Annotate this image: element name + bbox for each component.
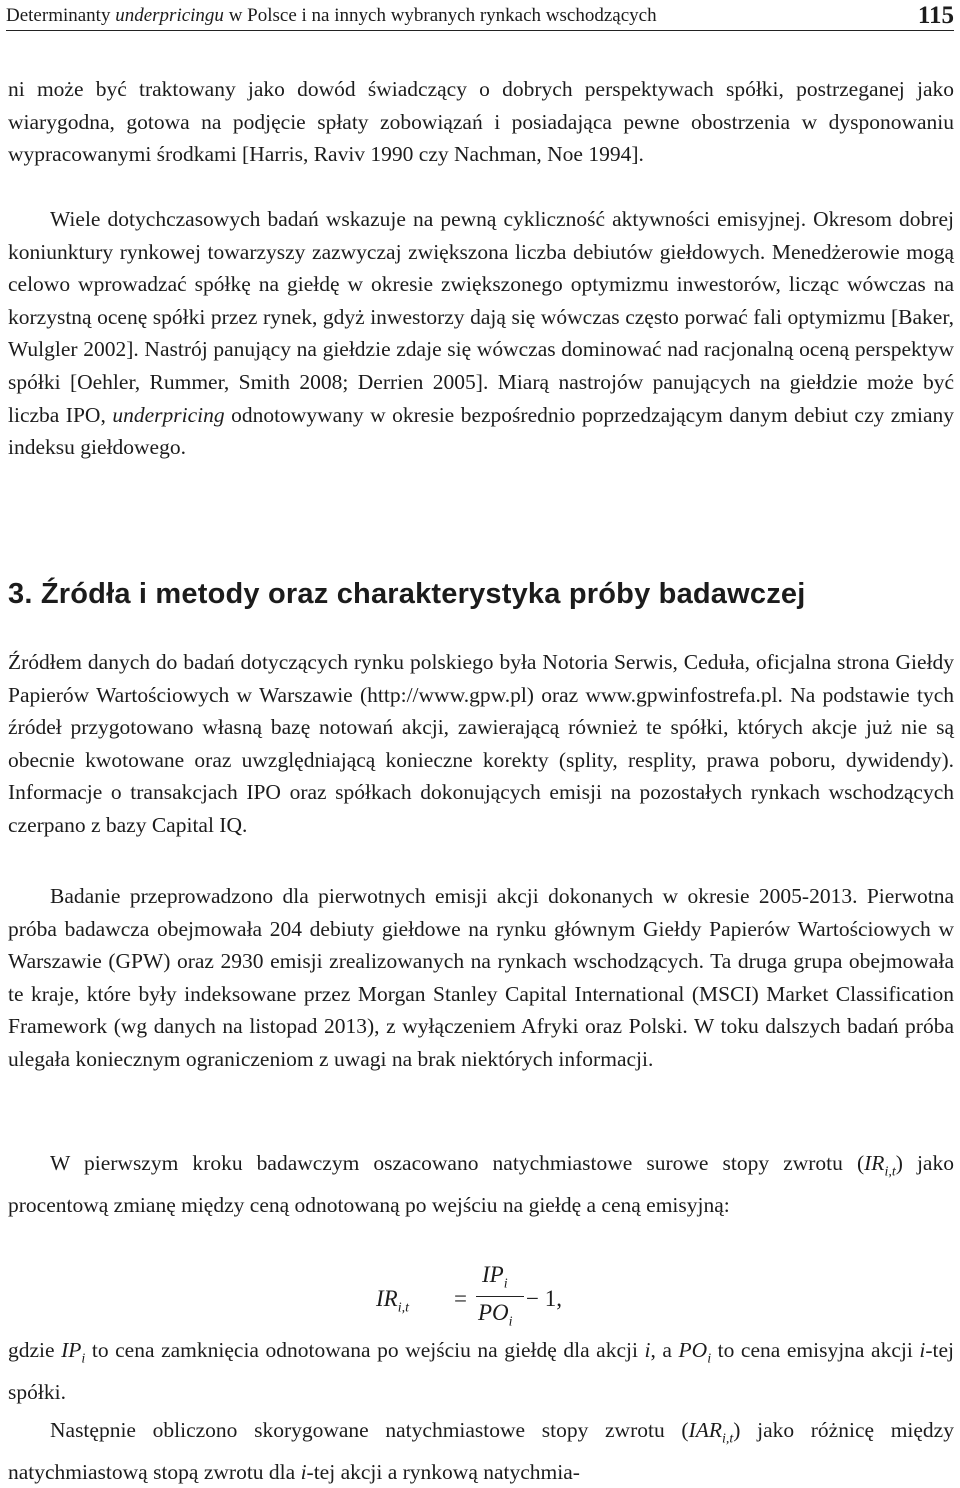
paragraph-text: -tej spółki. <box>8 1338 955 1404</box>
running-title-part: w Polsce i na innych wybranych rynkach wschodzących <box>223 5 657 26</box>
italic-term: underpricing <box>112 402 225 427</box>
formula-lhs <box>376 1286 409 1317</box>
paragraph-text: Następnie obliczono skorygowane natychmiastowe stopy zwrotu ( <box>50 1418 689 1442</box>
math-subscript: i,t <box>721 1431 734 1447</box>
fraction-bar <box>476 1296 524 1297</box>
paragraph-text: Badanie przeprowadzono dla pierwotnych emisji akcji dokonanych w okresie 2005-2013. Pierwotna próba badawcza obejmowała 204 debiuty giełdowe na rynku głównym Giełdy Papierów Wartościowych w Warszawie (GPW) oraz 2930 emisji zrealizowanych na rynkach wschodzących. Ta druga grupa obejmowała te kraje, które były indeksowane przez Morgan Stanley Capital International (MSCI) Market Classification Framework (wg danych na listopad 2013), z wyłączeniem Afryki oraz Polski. W toku dalszych badań próba ulegała koniecznym ograniczeniom z uwagi na brak niektórych informacji. <box>8 884 954 1071</box>
paragraph <box>8 1147 954 1221</box>
formula-lhs-symbol: IR <box>376 1286 398 1311</box>
formula-numerator <box>482 1262 508 1293</box>
math-symbol: i <box>919 1338 926 1362</box>
running-title <box>6 5 657 27</box>
paragraph-text: to cena zamknięcia odnotowana po wejściu na giełdę dla akcji <box>85 1338 645 1362</box>
formula-denominator-symbol: PO <box>478 1300 509 1325</box>
math-symbol: PO <box>678 1338 708 1362</box>
paragraph <box>8 880 954 1076</box>
running-title-part: Determinanty <box>6 5 116 26</box>
formula-equals: = <box>454 1286 467 1311</box>
formula-rest: − 1, <box>526 1286 562 1311</box>
math-symbol: i <box>644 1338 651 1362</box>
paragraph-text: ni może być traktowany jako dowód świadczący o dobrych perspektywach spółki, postrzeganej jako wiarygodna, gotowa na podjęcie spłaty zobowiązań i posiadająca pewne obostrzenia w dysponowaniu wypracowanymi środkami [Harris, Raviv 1990 czy Nachman, Noe 1994]. <box>8 77 954 167</box>
paragraph <box>8 203 954 464</box>
paragraph-text: ) jako różnicę między natychmiastową stopą zwrotu dla <box>8 1418 954 1484</box>
paragraph-text: to cena emisyjna akcji <box>711 1338 920 1362</box>
math-subscript: i <box>81 1351 86 1367</box>
formula-numerator-symbol: IP <box>482 1262 504 1287</box>
paragraph <box>8 646 954 842</box>
math-symbol: i <box>300 1459 307 1484</box>
paragraph-text: gdzie <box>8 1338 62 1362</box>
paragraph-text: ) jako procentową zmianę między ceną odnotowaną po wejściu na giełdę a ceną emisyjną: <box>8 1151 954 1217</box>
math-subscript: i <box>707 1351 712 1367</box>
running-title-italic: underpricingu <box>115 5 224 26</box>
page-number: 115 <box>917 2 954 29</box>
paragraph <box>8 73 954 171</box>
paragraph <box>8 1414 954 1488</box>
formula-ir <box>376 1262 596 1338</box>
math-symbol: IAR <box>688 1418 722 1442</box>
paragraph-text: -tej akcji a rynkową natychmia- <box>306 1459 580 1484</box>
math-symbol: IR <box>864 1151 885 1175</box>
running-header <box>6 0 954 31</box>
paragraph <box>8 1334 954 1408</box>
formula-denominator <box>478 1300 513 1331</box>
paragraph-text: W pierwszym kroku badawczym oszacowano natychmiastowe surowe stopy zwrotu ( <box>50 1151 865 1175</box>
paragraph-text: , a <box>650 1338 679 1362</box>
paragraph-text: Wiele dotychczasowych badań wskazuje na pewną cykliczność aktywności emisyjnej. Okresom dobrej koniunktury rynkowej towarzyszy zazwyczaj zwiększona liczba debiutów giełdowych. Menedżerowie mogą celowo wprowadzać spółkę na giełdę w okresie zwiększonego optymizmu inwestorów, licząc wówczas na korzystną ocenę spółki przez rynek, gdyż inwestorzy dają się wówczas często porwać fali optymizmu [Baker, Wulgler 2002]. Nastrój panujący na giełdzie zdaje się wówczas dominować nad racjonalną oceną perspektyw spółki [Oehler, Rummer, Smith 2008; Derrien 2005]. Miarą nastrojów panujących na giełdzie może być liczba IPO, <box>8 207 954 427</box>
formula-lhs-subscript: i,t <box>397 1300 409 1316</box>
paragraph-text: Źródłem danych do badań dotyczących rynku polskiego była Notoria Serwis, Ceduła, oficjalna strona Giełdy Papierów Wartościowych w Warszawie (http://www.gpw.pl) oraz www.gpwinfostrefa.pl. Na podstawie tych źródeł przygotowano własną bazę notowań akcji, zawierającą również te spółki, których akcje już nie są obecnie kwotowane oraz uwzględniającą konieczne korekty (splity, resplity, prawa poboru, dywidendy). Informacje o transakcjach IPO oraz spółkach dokonujących emisji na pozostałych rynkach wschodzących czerpano z bazy Capital IQ. <box>8 650 954 837</box>
section-heading: 3. Źródła i metody oraz charakterystyka próby badawczej <box>8 578 806 610</box>
formula-denominator-subscript: i <box>508 1314 513 1330</box>
paragraph-text: odnotowywany w okresie bezpośrednio poprzedzającym danym debiut czy zmiany indeksu giełdowego. <box>8 402 954 460</box>
formula-numerator-subscript: i <box>503 1276 508 1292</box>
math-subscript: i,t <box>884 1164 896 1180</box>
math-symbol: IP <box>61 1338 82 1362</box>
